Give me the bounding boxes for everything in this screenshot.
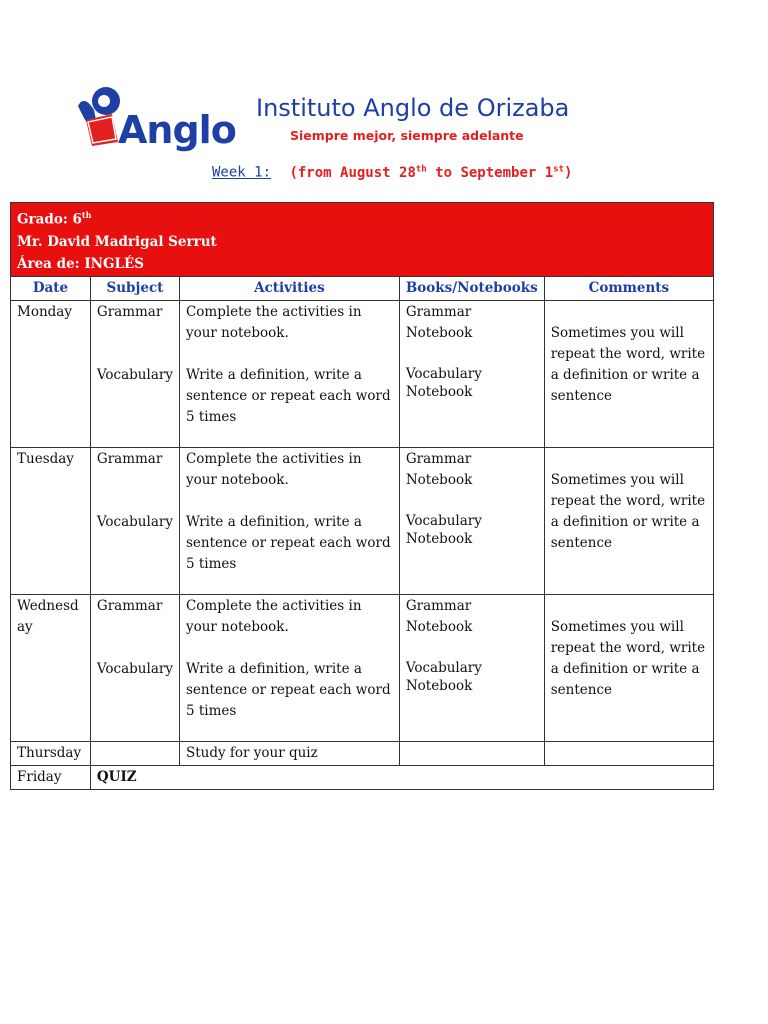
quiz-cell: QUIZ — [90, 765, 713, 789]
week-range-mid: to September 1 — [426, 164, 554, 181]
column-header-row — [11, 276, 714, 300]
comment-text: Sometimes you will repeat the word, write a definition or write a sentence — [550, 324, 706, 404]
activities-cell — [179, 447, 399, 594]
books-cell — [399, 447, 544, 594]
comments-cell — [544, 741, 713, 765]
column-header-activities: Activities — [179, 276, 399, 300]
grade-label — [17, 204, 707, 231]
book-name: Grammar Notebook — [405, 450, 473, 488]
table-row — [11, 447, 714, 594]
table-row — [11, 594, 714, 741]
weekly-schedule-table — [10, 202, 714, 790]
activities-cell — [179, 594, 399, 741]
day-name: Wednesday — [17, 597, 79, 635]
book-name: Grammar Notebook — [405, 303, 473, 341]
comments-cell — [544, 300, 713, 447]
day-cell: Tuesday — [11, 447, 91, 594]
column-header-books: Books/Notebooks — [399, 276, 544, 300]
activities-cell — [179, 300, 399, 447]
subject-cell — [90, 300, 179, 447]
table-row — [11, 300, 714, 447]
subject-grammar: Grammar — [96, 450, 163, 467]
week-range-start: (from August 28 — [289, 164, 416, 181]
subject-vocabulary: Vocabulary — [96, 513, 173, 530]
activity-text: Complete the activities in your notebook. — [185, 450, 362, 488]
books-cell — [399, 741, 544, 765]
column-header-date: Date — [11, 276, 91, 300]
subject-cell — [90, 447, 179, 594]
week-heading — [212, 164, 572, 181]
institute-motto: Siempre mejor, siempre adelante — [290, 128, 524, 143]
comment-text: Sometimes you will repeat the word, write a definition or write a sentence — [550, 618, 706, 698]
book-name: Grammar Notebook — [405, 597, 473, 635]
week-label: Week 1: — [212, 164, 272, 181]
week-range-sup-1: th — [415, 164, 427, 174]
activity-text: Write a definition, write a sentence or repeat each word 5 times — [185, 513, 391, 572]
book-name: Vocabulary Notebook — [405, 659, 482, 694]
subject-grammar: Grammar — [96, 597, 163, 614]
subject-vocabulary: Vocabulary — [96, 660, 173, 677]
grade-sup: th — [81, 210, 92, 220]
week-range-sup-2: st — [553, 164, 565, 174]
teacher-name: Mr. David Madrigal Serrut — [17, 233, 217, 250]
week-range-end: ) — [564, 164, 573, 181]
institute-name: Instituto Anglo de Orizaba — [256, 94, 570, 122]
day-cell: Friday — [11, 765, 91, 789]
column-header-subject: Subject — [90, 276, 179, 300]
books-cell — [399, 594, 544, 741]
class-info-block — [11, 203, 714, 277]
week-range — [289, 165, 572, 181]
day-cell: Thursday — [11, 741, 91, 765]
day-cell — [11, 594, 91, 741]
comments-cell — [544, 447, 713, 594]
anglo-logo — [74, 84, 234, 156]
grade-text: Grado: 6 — [17, 211, 82, 228]
table-row — [11, 765, 714, 789]
activity-text: Write a definition, write a sentence or repeat each word 5 times — [185, 660, 391, 719]
column-header-comments: Comments — [544, 276, 713, 300]
subject-cell — [90, 741, 179, 765]
subject-cell — [90, 594, 179, 741]
table-row — [11, 741, 714, 765]
book-name: Vocabulary Notebook — [405, 512, 482, 547]
activities-cell: Study for your quiz — [179, 741, 399, 765]
subject-grammar: Grammar — [96, 303, 163, 320]
subject-vocabulary: Vocabulary — [96, 366, 173, 383]
info-row — [11, 203, 714, 277]
subject-area: Área de: INGLÉS — [17, 255, 145, 272]
activity-text: Complete the activities in your notebook. — [185, 303, 362, 341]
books-cell — [399, 300, 544, 447]
book-name: Vocabulary Notebook — [405, 365, 482, 400]
activity-text: Write a definition, write a sentence or repeat each word 5 times — [185, 366, 391, 425]
logo-text: Anglo — [118, 108, 236, 152]
day-cell: Monday — [11, 300, 91, 447]
activity-text: Complete the activities in your notebook. — [185, 597, 362, 635]
comment-text: Sometimes you will repeat the word, write a definition or write a sentence — [550, 471, 706, 551]
comments-cell — [544, 594, 713, 741]
